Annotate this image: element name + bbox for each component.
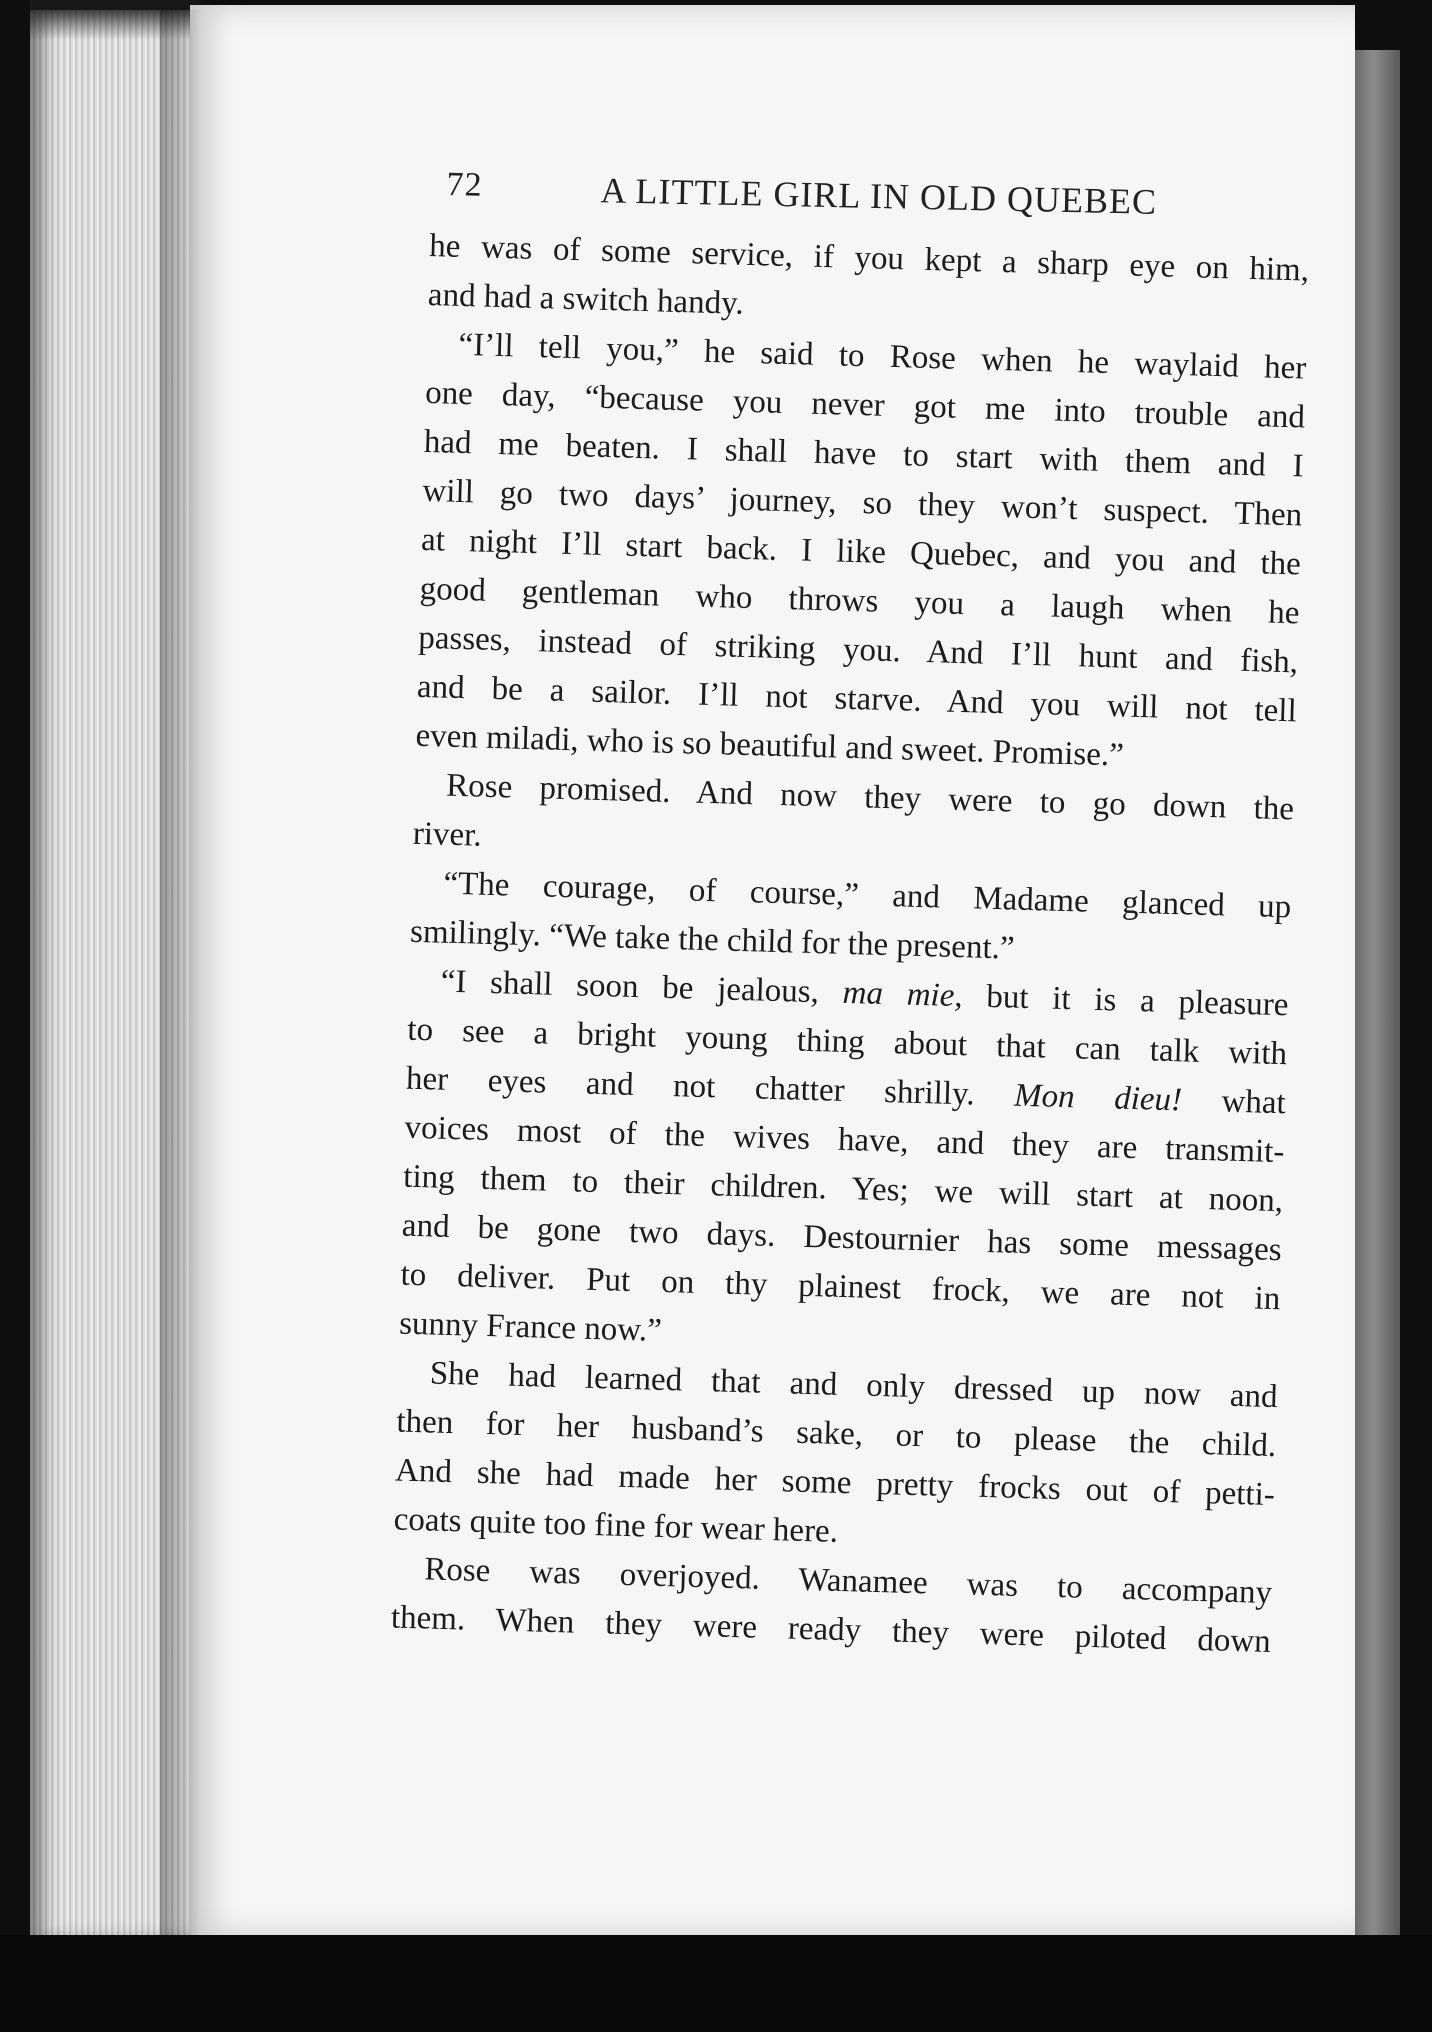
- text-line: river.: [412, 815, 483, 854]
- text-line: sunny France now.”: [398, 1305, 663, 1349]
- text-line: And she had made her some pretty frocks out of petti-: [394, 1452, 1276, 1514]
- text-line: to see a bright young thing about that can talk with: [406, 1011, 1288, 1073]
- page-number: 72: [446, 166, 483, 204]
- text-line: smilingly. “We take the child for the present.”: [409, 913, 1016, 967]
- text-line: “I’ll tell you,” he said to Rose when he waylaid her: [458, 326, 1307, 387]
- text-line: and had a switch handy.: [427, 276, 745, 322]
- text-line: at night I’ll start back. I like Quebec, and you and the: [420, 521, 1302, 583]
- text-line: “I shall soon be jealous, ma mie, but it is a pleasure: [440, 963, 1289, 1024]
- running-title: A LITTLE GIRL IN OLD QUEBEC: [600, 170, 1158, 222]
- text-line: will go two days’ journey, so they won’t suspect. Then: [421, 472, 1303, 534]
- text-line: voices most of the wives have, and they are transmit-: [404, 1109, 1285, 1171]
- background-bottom: [0, 1935, 1432, 2032]
- text-line: good gentleman who throws you a laugh when he: [419, 570, 1300, 632]
- text-line: them. When they were ready they were piloted down: [390, 1599, 1272, 1661]
- text-line: coats quite too fine for wear here.: [393, 1501, 839, 1550]
- text-line: had me beaten. I shall have to start with them and I: [423, 423, 1305, 485]
- text-line: he was of some service, if you kept a sharp eye on him,: [428, 227, 1310, 289]
- text-line: then for her husband’s sake, or to please the child.: [395, 1403, 1277, 1465]
- text-line: and be gone two days. Destournier has some messages: [401, 1207, 1283, 1269]
- text-line: ting them to their children. Yes; we will start at noon,: [402, 1158, 1284, 1220]
- book-cover-edge: [1355, 50, 1400, 1950]
- text-line: Rose was overjoyed. Wanamee was to accompany: [423, 1551, 1273, 1612]
- text-line: even miladi, who is so beautiful and sweet. Promise.”: [415, 717, 1125, 774]
- text-line: Rose promised. And now they were to go down the: [445, 767, 1295, 828]
- text-line: She had learned that and only dressed up now and: [429, 1355, 1279, 1416]
- text-line: passes, instead of striking you. And I’ll hunt and fish,: [417, 619, 1299, 681]
- gutter-shadow: [160, 10, 200, 1940]
- text-line: to deliver. Put on thy plainest frock, we are not in: [400, 1256, 1281, 1318]
- text-line: one day, “because you never got me into trouble and: [424, 374, 1306, 436]
- body-text: [390, 222, 1309, 1667]
- text-line: “The courage, of course,” and Madame glanced up: [443, 865, 1292, 926]
- text-line: her eyes and not chatter shrilly. Mon dieu! what: [405, 1060, 1287, 1122]
- text-line: and be a sailor. I’ll not starve. And you will not tell: [416, 668, 1298, 730]
